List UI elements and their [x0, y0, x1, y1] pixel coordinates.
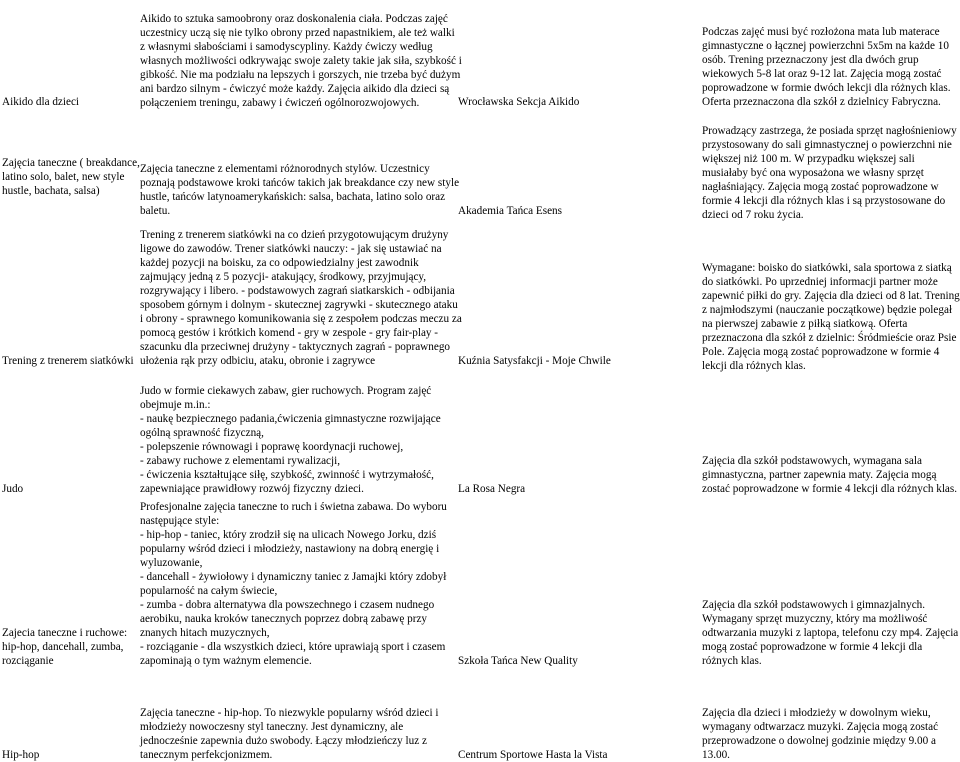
organizer-cell — [458, 706, 698, 762]
table-row — [0, 220, 960, 372]
table-row — [0, 500, 960, 668]
activity-name: Hip-hop — [2, 749, 40, 761]
organizer-name: Akademia Tańca Esens — [458, 205, 563, 217]
description-cell — [140, 706, 462, 762]
notes-cell — [702, 706, 960, 762]
organizer-name: Szkoła Tańca New Quality — [458, 655, 578, 667]
description-cell — [140, 500, 462, 668]
description-line: Profesjonalne zajęcia taneczne to ruch i świetna zabawa. Do wyboru następujące style: — [140, 501, 447, 527]
table-row — [0, 120, 960, 220]
organizer-cell — [458, 382, 698, 496]
activity-name: Judo — [2, 483, 24, 495]
notes-cell — [702, 500, 960, 668]
activity-name: Aikido dla dzieci — [2, 96, 80, 108]
activity-name: Zajecia taneczne i ruchowe: hip-hop, dancehall, zumba, rozciąganie — [2, 627, 128, 667]
notes-text: Zajęcia dla szkół podstawowych, wymagana sala gimnastyczna, partner zapewnia maty. Zajęcia mogą zostać poprowadzone w formie 4 lekcji dla różnych klas. — [702, 455, 958, 495]
notes-cell — [702, 382, 960, 496]
description-cell — [140, 0, 462, 110]
description-line: Judo w formie ciekawych zabaw, gier ruchowych. Program zajęć obejmuje m.in.: — [140, 385, 432, 411]
description-text: Zajęcia taneczne z elementami różnorodnych stylów. Uczestnicy poznają podstawowe kroki tańców takich jak breakdance czy new style hustle, tańców latynoamerykańskich: salsa, bachata, latino solo oraz baletu. — [140, 163, 460, 217]
activity-cell — [2, 156, 142, 216]
notes-text: Podczas zajęć musi być rozłożona mata lub materace gimnastyczne o łącznej powierzchni 5x5m na każde 10 osób. Trening przeznaczony jest dla dwóch grup wiekowych 5-8 lat oraz 9-12 lat. Zajęcia mogą zostać poprowadzone w formie dwóch lekcji dla różnych klas. Oferta przeznaczona dla szkół z dzielnicy Fabryczna. — [702, 26, 951, 108]
notes-text: Wymagane: boisko do siatkówki, sala sportowa z siatką do siatkówki. Po uprzedniej informacji partner może zapewnić piłki do gry. Zajęcia dla dzieci od 8 lat. Trening z najmłodszymi (nauczanie początkowe) będzie polegał na pierwszej zabawie z piłką siatkową. Oferta przeznaczona dla szkół z dzielnic: Śródmieście oraz Psie Pole. Zajęcia mogą zostać poprowadzone w formie 4 lekcji dla różnych klas. — [702, 262, 960, 372]
table-row — [0, 706, 960, 762]
description-line: - polepszenie równowagi i poprawę koordynacji ruchowej, — [140, 441, 404, 453]
activity-cell — [2, 706, 142, 762]
description-line: - hip-hop - taniec, który zrodził się na ulicach Nowego Jorku, dziś popularny wśród dzieci i młodzieży, nastawiony na dobrą energię i wyluzowanie, — [140, 529, 440, 569]
notes-text: Prowadzący zastrzega, że posiada sprzęt nagłośnieniowy przystosowany do sali gimnastycznej o powierzchni nie większej niż 100 m. W przypadku większej sali musiałaby być ona wyposażona we własny sprzęt nagłaśniający. Zajęcia mogą zostać poprowadzone w formie 4 lekcji dla różnych klas i są przystosowane do dzieci od 7 roku życia. — [702, 125, 957, 221]
organizer-cell — [458, 0, 698, 109]
activity-cell — [2, 382, 142, 496]
organizer-cell — [458, 204, 698, 218]
notes-text: Zajęcia dla dzieci i młodzieży w dowolnym wieku, wymagany odtwarzacz muzyki. Zajęcia mogą zostać przeprowadzone o dowolnej godzinie między 9.00 a 13.00. — [702, 707, 939, 761]
description-line: - ćwiczenia kształtujące siłę, szybkość, zwinność i wytrzymałość, zapewniające prawidłowy rozwój fizyczny dzieci. — [140, 469, 434, 495]
description-line: - rozciąganie - dla wszystkich dzieci, które uprawiają sport i czasem zapominają o tym ważnym elemencie. — [140, 641, 446, 667]
organizer-name: Centrum Sportowe Hasta la Vista — [458, 749, 608, 761]
organizer-name: Kuźnia Satysfakcji - Moje Chwile — [458, 355, 611, 367]
description-line: - naukę bezpiecznego padania,ćwiczenia gimnastyczne rozwijające ogólną sprawność fizyczną, — [140, 413, 441, 439]
activity-cell — [2, 500, 142, 668]
activity-cell — [2, 0, 142, 109]
description-line: - dancehall - żywiołowy i dynamiczny taniec z Jamajki który zdobył popularność na całym świecie, — [140, 571, 447, 597]
description-text: Zajęcia taneczne - hip-hop. To niezwykle popularny wśród dzieci i młodzieży nowoczesny styl taneczny. Jest dynamiczny, ale jednocześnie zapewnia dużo swobody. Łączy młodzieńczy luz z tanecznym perfekcjonizmem. — [140, 707, 439, 761]
description-text: Trening z trenerem siatkówki na co dzień przygotowującym drużyny ligowe do zawodów. Trener siatkówki nauczy: - jak się ustawiać na każdej pozycji na boisku, za co odpowiedzialny jest zawodnik zajmujący jedną z 5 pozycji- atakujący, środkowy, przyjmujący, rozgrywający i libero. - podstawowych zagrań siatkarskich - odbijania sposobem górnym i dolnym - skutecznej zagrywki - skutecznego ataku i obrony - sprawnego komunikowania się z zespołem podczas meczu za pomocą gestów i krótkich komend - gry w zespole - gry fair-play - szacunku dla przeciwnej drużyny - taktycznych zagrań - poprawnego ułożenia rąk przy odbiciu, ataku, obronie i zagrywce — [140, 229, 462, 367]
description-line: - zumba - dobra alternatywa dla powszechnego i czasem nudnego aerobiku, nauka kroków tanecznych poprzez dobrą zabawę przy znanych hitach muzycznych, — [140, 599, 435, 639]
organizer-name: La Rosa Negra — [458, 483, 526, 495]
description-cell — [140, 382, 462, 496]
organizer-cell — [458, 500, 698, 668]
activity-cell — [2, 220, 142, 368]
notes-cell — [702, 261, 960, 373]
activity-name: Trening z trenerem siatkówki — [2, 355, 134, 367]
organizer-cell — [458, 220, 698, 368]
activity-name: Zajęcia taneczne ( breakdance, latino solo, balet, new style hustle, bachata, salsa) — [2, 157, 140, 197]
description-cell — [140, 220, 462, 368]
description-cell — [140, 162, 462, 218]
notes-cell — [702, 124, 960, 222]
notes-cell — [702, 0, 960, 109]
table-row — [0, 382, 960, 496]
table-row — [0, 0, 960, 110]
description-line: - zabawy ruchowe z elementami rywalizacji, — [140, 455, 341, 467]
organizer-name: Wrocławska Sekcja Aikido — [458, 96, 580, 108]
description-text: Aikido to sztuka samoobrony oraz doskonalenia ciała. Podczas zajęć uczestnicy uczą się nie tylko obrony przed napastnikiem, ale też walki z własnymi słabościami i samodyscypliny. Każdy ćwiczy według własnych możliwości odkrywając swoje zalety takie jak siła, szybkość i gibkość. Nie ma podziału na lepszych i gorszych, nie trzeba być dużym ani bardzo silnym - ćwiczyć może każdy. Zajęcia aikido dla dzieci są połączeniem treningu, zabawy i ćwiczeń ogólnorozwojowych. — [140, 13, 462, 109]
notes-text: Zajęcia dla szkół podstawowych i gimnazjalnych. Wymagany sprzęt muzyczny, który ma możliwość odtwarzania muzyki z laptopa, telefonu czy mp4. Zajęcia mogą zostać poprowadzone w formie 4 lekcji dla różnych klas. — [702, 599, 959, 667]
